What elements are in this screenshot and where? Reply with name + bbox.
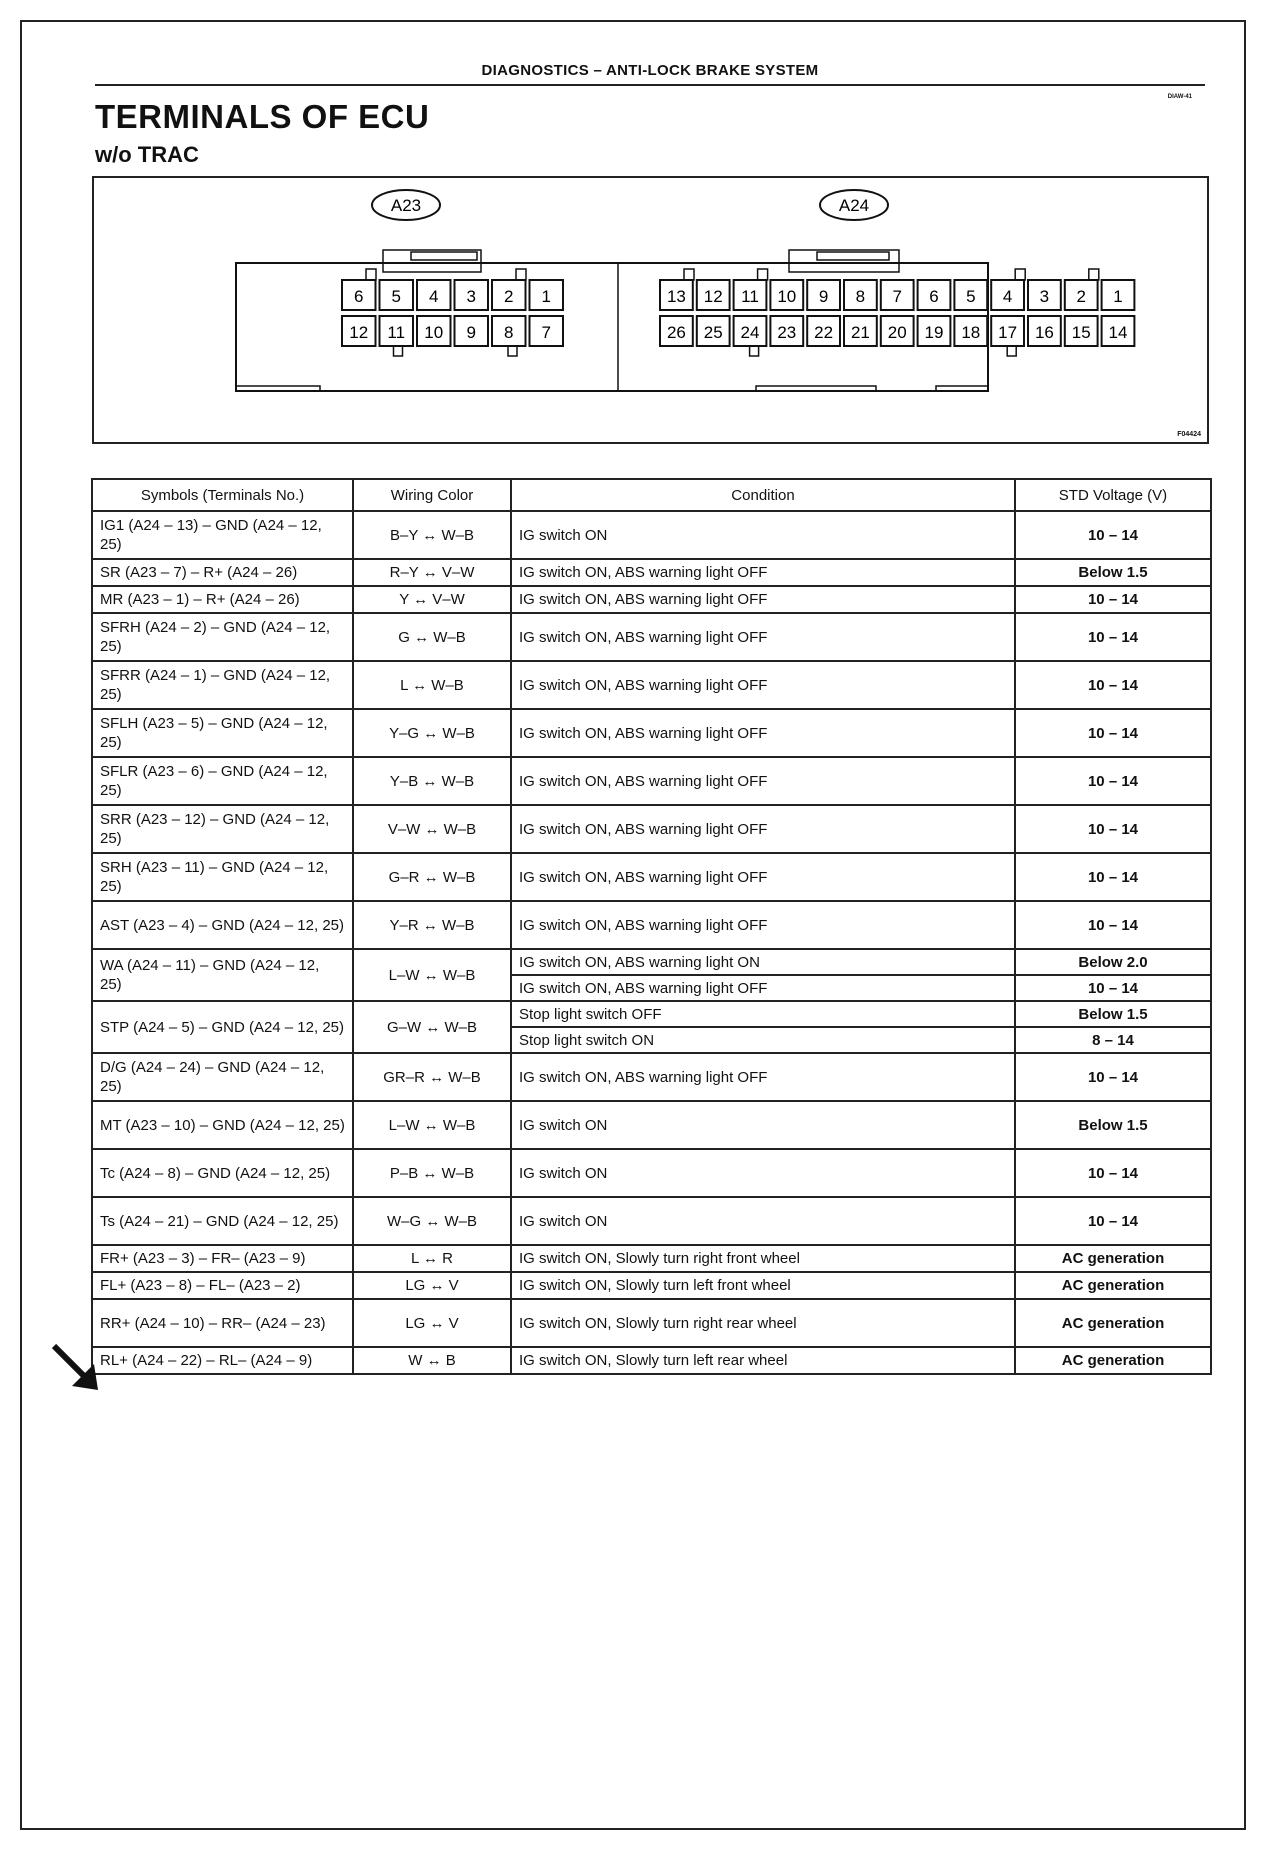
terminal-number: 10	[424, 323, 444, 342]
terminal-number: 25	[703, 323, 723, 342]
terminal-number: 2	[1076, 287, 1086, 306]
terminal-number: 11	[741, 287, 759, 306]
running-head: DIAGNOSTICS – ANTI-LOCK BRAKE SYSTEM	[95, 62, 1205, 86]
cell-condition: Stop light switch OFF	[511, 1001, 1015, 1027]
cell-symbol: SFRR (A24 – 1) – GND (A24 – 12, 25)	[92, 661, 353, 709]
col-header-symbols: Symbols (Terminals No.)	[92, 479, 353, 511]
table-row	[92, 757, 1211, 805]
table-row	[92, 1245, 1211, 1272]
terminal-number: 10	[777, 287, 797, 306]
cell-wiring-color: G–W ↔ W–B	[353, 1001, 511, 1053]
connector-latch-slot	[411, 252, 477, 260]
terminal-number: 4	[429, 287, 439, 306]
cell-symbol: IG1 (A24 – 13) – GND (A24 – 12, 25)	[92, 511, 353, 559]
cell-std-voltage: 10 – 14	[1015, 511, 1211, 559]
terminal-number: 7	[541, 323, 551, 342]
connector-latch-slot	[817, 252, 889, 260]
table-row	[92, 853, 1211, 901]
cell-std-voltage: Below 1.5	[1015, 1101, 1211, 1149]
guide-tab	[758, 269, 768, 280]
cell-condition: IG switch ON	[511, 511, 1015, 559]
cell-condition: IG switch ON, Slowly turn right rear wheel	[511, 1299, 1015, 1347]
terminal-number: 12	[703, 287, 723, 306]
cell-symbol: STP (A24 – 5) – GND (A24 – 12, 25)	[92, 1001, 353, 1053]
terminal-number: 8	[504, 323, 514, 342]
cell-symbol: RR+ (A24 – 10) – RR– (A24 – 23)	[92, 1299, 353, 1347]
cell-std-voltage: 10 – 14	[1015, 757, 1211, 805]
cell-condition: IG switch ON, ABS warning light OFF	[511, 1053, 1015, 1101]
cell-condition: IG switch ON, ABS warning light ON	[511, 949, 1015, 975]
cell-symbol: SFRH (A24 – 2) – GND (A24 – 12, 25)	[92, 613, 353, 661]
col-header-condition: Condition	[511, 479, 1015, 511]
cell-symbol: FL+ (A23 – 8) – FL– (A23 – 2)	[92, 1272, 353, 1299]
cell-wiring-color: P–B ↔ W–B	[353, 1149, 511, 1197]
cell-condition: IG switch ON, Slowly turn left front wheel	[511, 1272, 1015, 1299]
guide-tab	[750, 346, 759, 356]
terminal-number: 12	[349, 323, 369, 342]
terminal-number: 1	[1113, 287, 1123, 306]
cell-symbol: SFLH (A23 – 5) – GND (A24 – 12, 25)	[92, 709, 353, 757]
terminal-number: 17	[998, 323, 1018, 342]
table-row	[92, 1272, 1211, 1299]
cell-std-voltage: AC generation	[1015, 1245, 1211, 1272]
terminal-number: 6	[354, 287, 364, 306]
cell-std-voltage: 10 – 14	[1015, 661, 1211, 709]
terminal-number: 20	[887, 323, 907, 342]
cell-wiring-color: LG ↔ V	[353, 1272, 511, 1299]
table-row	[92, 949, 1211, 975]
cell-std-voltage: 8 – 14	[1015, 1027, 1211, 1053]
cell-symbol: WA (A24 – 11) – GND (A24 – 12, 25)	[92, 949, 353, 1001]
cell-symbol: SFLR (A23 – 6) – GND (A24 – 12, 25)	[92, 757, 353, 805]
cell-std-voltage: Below 1.5	[1015, 559, 1211, 586]
cell-condition: IG switch ON, ABS warning light OFF	[511, 901, 1015, 949]
cell-std-voltage: 10 – 14	[1015, 1053, 1211, 1101]
cell-std-voltage: AC generation	[1015, 1272, 1211, 1299]
table-row	[92, 1197, 1211, 1245]
cell-condition: IG switch ON, ABS warning light OFF	[511, 975, 1015, 1001]
cell-std-voltage: 10 – 14	[1015, 613, 1211, 661]
cell-std-voltage: AC generation	[1015, 1347, 1211, 1374]
table-row	[92, 1001, 1211, 1027]
cell-symbol: SR (A23 – 7) – R+ (A24 – 26)	[92, 559, 353, 586]
cell-symbol: AST (A23 – 4) – GND (A24 – 12, 25)	[92, 901, 353, 949]
page-title: TERMINALS OF ECU	[95, 98, 430, 135]
terminal-number: 9	[466, 323, 476, 342]
cell-wiring-color: Y–G ↔ W–B	[353, 709, 511, 757]
table-body	[92, 511, 1211, 1374]
cell-condition: IG switch ON, Slowly turn left rear wheel	[511, 1347, 1015, 1374]
table-row	[92, 586, 1211, 613]
table-row	[92, 1149, 1211, 1197]
cell-symbol: MR (A23 – 1) – R+ (A24 – 26)	[92, 586, 353, 613]
terminal-number: 5	[966, 287, 976, 306]
cell-wiring-color: B–Y ↔ W–B	[353, 511, 511, 559]
cell-std-voltage: 10 – 14	[1015, 901, 1211, 949]
cell-wiring-color: Y ↔ V–W	[353, 586, 511, 613]
table-row	[92, 1053, 1211, 1101]
cell-std-voltage: Below 1.5	[1015, 1001, 1211, 1027]
cell-wiring-color: Y–B ↔ W–B	[353, 757, 511, 805]
terminal-number: 2	[504, 287, 514, 306]
terminal-number: 16	[1034, 323, 1054, 342]
cell-condition: IG switch ON	[511, 1149, 1015, 1197]
col-header-voltage: STD Voltage (V)	[1015, 479, 1211, 511]
terminals-table	[91, 478, 1212, 1375]
terminal-number: 15	[1071, 323, 1091, 342]
terminal-number: 21	[850, 323, 870, 342]
guide-tab	[1007, 346, 1016, 356]
table-row	[92, 901, 1211, 949]
figure-id: F04424	[1177, 431, 1201, 438]
terminal-number: 19	[924, 323, 944, 342]
table-row	[92, 1101, 1211, 1149]
cell-symbol: SRH (A23 – 11) – GND (A24 – 12, 25)	[92, 853, 353, 901]
cell-std-voltage: Below 2.0	[1015, 949, 1211, 975]
cell-std-voltage: 10 – 14	[1015, 805, 1211, 853]
terminal-number: 4	[1002, 287, 1013, 306]
cell-wiring-color: Y–R ↔ W–B	[353, 901, 511, 949]
cell-condition: IG switch ON, ABS warning light OFF	[511, 661, 1015, 709]
cell-wiring-color: L–W ↔ W–B	[353, 1101, 511, 1149]
cell-symbol: Tc (A24 – 8) – GND (A24 – 12, 25)	[92, 1149, 353, 1197]
cell-wiring-color: L ↔ W–B	[353, 661, 511, 709]
terminal-number: 24	[740, 323, 760, 342]
pointer-arrow-icon	[50, 1342, 102, 1394]
terminal-number: 14	[1108, 323, 1128, 342]
terminal-number: 8	[855, 287, 866, 306]
connector-label: A23	[390, 196, 422, 215]
cell-condition: IG switch ON, ABS warning light OFF	[511, 805, 1015, 853]
cell-condition: IG switch ON	[511, 1197, 1015, 1245]
terminal-number: 7	[892, 287, 902, 306]
housing-rail	[756, 386, 876, 391]
terminal-number: 1	[541, 287, 551, 306]
terminal-number: 26	[666, 323, 686, 342]
terminal-number: 5	[391, 287, 401, 306]
cell-std-voltage: 10 – 14	[1015, 586, 1211, 613]
terminal-number: 11	[387, 323, 406, 342]
cell-condition: IG switch ON, ABS warning light OFF	[511, 613, 1015, 661]
terminal-number: 3	[1039, 287, 1050, 306]
cell-wiring-color: L–W ↔ W–B	[353, 949, 511, 1001]
housing-rail	[236, 386, 320, 391]
page-code: DIAW-41	[1167, 94, 1192, 100]
cell-std-voltage: 10 – 14	[1015, 709, 1211, 757]
page-subtitle: w/o TRAC	[95, 142, 199, 167]
table-row	[92, 511, 1211, 559]
cell-condition: IG switch ON, ABS warning light OFF	[511, 757, 1015, 805]
connector-latch	[789, 250, 899, 272]
table-row	[92, 1347, 1211, 1374]
cell-symbol: Ts (A24 – 21) – GND (A24 – 12, 25)	[92, 1197, 353, 1245]
cell-std-voltage: 10 – 14	[1015, 853, 1211, 901]
guide-tab	[516, 269, 526, 280]
terminal-number: 9	[818, 287, 829, 306]
cell-condition: IG switch ON	[511, 1101, 1015, 1149]
connector-drawing	[94, 178, 1207, 442]
connector-diagram	[92, 176, 1209, 444]
housing-rail	[936, 386, 988, 391]
cell-std-voltage: 10 – 14	[1015, 1149, 1211, 1197]
connector-latch	[383, 250, 481, 272]
cell-wiring-color: LG ↔ V	[353, 1299, 511, 1347]
table-row	[92, 1299, 1211, 1347]
cell-condition: IG switch ON, ABS warning light OFF	[511, 709, 1015, 757]
cell-std-voltage: 10 – 14	[1015, 975, 1211, 1001]
table-header-row	[92, 479, 1211, 511]
cell-symbol: D/G (A24 – 24) – GND (A24 – 12, 25)	[92, 1053, 353, 1101]
cell-symbol: FR+ (A23 – 3) – FR– (A23 – 9)	[92, 1245, 353, 1272]
terminal-number: 23	[777, 323, 797, 342]
table-row	[92, 805, 1211, 853]
cell-symbol: RL+ (A24 – 22) – RL– (A24 – 9)	[92, 1347, 353, 1374]
col-header-wiring: Wiring Color	[353, 479, 511, 511]
cell-wiring-color: G–R ↔ W–B	[353, 853, 511, 901]
cell-condition: IG switch ON, Slowly turn right front wheel	[511, 1245, 1015, 1272]
cell-symbol: SRR (A23 – 12) – GND (A24 – 12, 25)	[92, 805, 353, 853]
cell-wiring-color: W ↔ B	[353, 1347, 511, 1374]
cell-condition: Stop light switch ON	[511, 1027, 1015, 1053]
cell-wiring-color: R–Y ↔ V–W	[353, 559, 511, 586]
terminal-number: 13	[666, 287, 686, 306]
guide-tab	[508, 346, 517, 356]
guide-tab	[1089, 269, 1099, 280]
table-row	[92, 709, 1211, 757]
terminal-number: 22	[814, 323, 834, 342]
table-row	[92, 661, 1211, 709]
cell-condition: IG switch ON, ABS warning light OFF	[511, 559, 1015, 586]
terminal-number: 3	[466, 287, 476, 306]
cell-condition: IG switch ON, ABS warning light OFF	[511, 853, 1015, 901]
cell-wiring-color: W–G ↔ W–B	[353, 1197, 511, 1245]
cell-wiring-color: G ↔ W–B	[353, 613, 511, 661]
guide-tab	[1015, 269, 1025, 280]
cell-wiring-color: GR–R ↔ W–B	[353, 1053, 511, 1101]
cell-std-voltage: 10 – 14	[1015, 1197, 1211, 1245]
guide-tab	[366, 269, 376, 280]
table-row	[92, 613, 1211, 661]
table-row	[92, 559, 1211, 586]
cell-wiring-color: V–W ↔ W–B	[353, 805, 511, 853]
cell-std-voltage: AC generation	[1015, 1299, 1211, 1347]
cell-symbol: MT (A23 – 10) – GND (A24 – 12, 25)	[92, 1101, 353, 1149]
guide-tab	[394, 346, 403, 356]
terminal-number: 6	[929, 287, 939, 306]
cell-condition: IG switch ON, ABS warning light OFF	[511, 586, 1015, 613]
guide-tab	[684, 269, 694, 280]
connector-label: A24	[838, 196, 870, 215]
cell-wiring-color: L ↔ R	[353, 1245, 511, 1272]
terminal-number: 18	[961, 323, 981, 342]
